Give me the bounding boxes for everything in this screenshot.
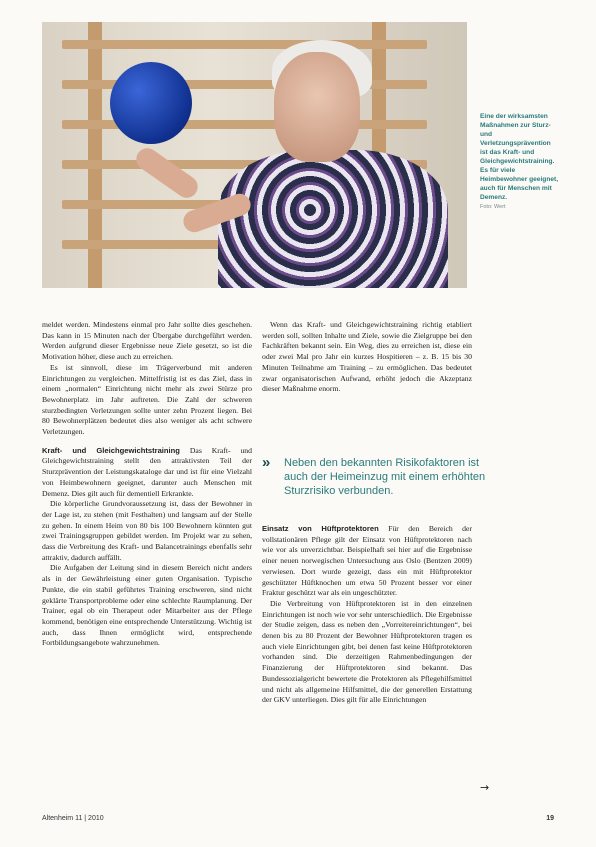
right-column-lower: [262, 524, 472, 706]
person-body: [218, 150, 448, 288]
paragraph: Die Verbreitung von Hüftprotektoren ist in den einzelnen Einrichtungen ist noch wie vor sehr unterschiedlich. Die Ergebnisse der Studie zeigen, dass es neben den „Vorreitereinrichtungen“, bei denen bis zu 80 Prozent der Bewohner Hüftprotektoren tragen es auch viele Einrichtungen gibt, bei denen fast keine Hüftprotektoren vorhanden sind. Die derzeitigen Rahmenbedingungen der Finanzierung der Hüftprotektoren sind bekannt. Das Bundessozialgericht bewertete die Protektoren als Pflegehilfsmittel und nicht als allgemeine Hilfsmittel, die der generellen Erstattung der GKV unterliegen. Dies gilt für alle Einrichtungen: [262, 598, 472, 705]
photo-credit: Foto: Wert: [480, 204, 506, 210]
exercise-ball: [110, 62, 192, 144]
paragraph: meldet werden. Mindestens einmal pro Jahr sollte dies geschehen. Das kann in 15 Minuten nach der Übergabe durchgeführt werden. Werden aufgrund dieser Ergebnisse neue Ziele gesetzt, so ist die Motivation höher, diese auch zu erreichen.: [42, 320, 252, 362]
paragraph: [262, 524, 472, 599]
paragraph: [42, 446, 252, 500]
publication-info: Altenheim 11 | 2010: [42, 815, 104, 822]
paragraph: Die Aufgaben der Leitung sind in diesem Bereich nicht anders als in der Gewährleistung einer guten Organisation. Typische Punkte, die ein stabil geführtes Training erschweren, sind nicht geklärte Transportprobleme oder eine schlechte Raumplanung. Der Trainer, egal ob ein Therapeut oder Mitarbeiter aus der Pflege kommend, benötigen eine entsprechende Unterstützung. Wichtig ist auch, dass Ihnen ermöglicht wird, entsprechende Fortbildungsangebote wahrzunehmen.: [42, 563, 252, 648]
photo-caption: [480, 112, 560, 212]
person-arm: [132, 144, 202, 202]
paragraph: Die körperliche Grundvoraussetzung ist, dass der Bewohner in der Lage ist, zu stehen (mit Festhalten) und langsam auf der Stelle zu gehen. In einem Heim von 80 bis 100 Bewohnern könnten gut zwei Trainingsgruppen gebildet werden. Im Projekt war zu sehen, dass die Verbreitung des Kraft- und Balancetrainings ebenfalls sehr attraktiv, dadurch auffällt.: [42, 499, 252, 562]
continue-arrow: →: [480, 781, 490, 794]
header-photo: [42, 22, 467, 288]
subheading: Kraft- und Gleichgewichtstraining: [42, 445, 180, 455]
quote-mark: »: [262, 454, 271, 471]
wall-bar-rung: [62, 40, 427, 49]
person-head: [274, 52, 360, 162]
paragraph: Es ist sinnvoll, diese im Trägerverbund mit anderen Einrichtungen zu vergleichen. Mittelfristig ist es das Ziel, dass in einem „normalen“ Einrichtung nicht mehr als zwei Stürze pro Bewohnerplatz im Jahr auftreten. Die Zahl der schweren sturzbedingten Verletzungen sollte unter zehn Prozent liegen. Bei 80 Bewohnerplätzen bedeutet dies also weniger als acht schwere Verletzungen.: [42, 362, 252, 437]
paragraph: Wenn das Kraft- und Gleichgewichtstraining richtig etabliert werden soll, sollten Inhalte und Ziele, sowie die Zielgruppe bei den Fachkräften bekannt sein. Ein Weg, dies zu erreichen ist, diese ein oder zwei Mal pro Jahr ein kurzes Hospitieren – z. B. 15 bis 30 Minuten Teilnahme am Training – zu ermöglichen. Das bedeutet zwar organisatorischen Aufwand, erhöht jedoch die Akzeptanz dieser Maßnahme enorm.: [262, 320, 472, 394]
paragraph-text: Für den Bereich der vollstationären Pflege gilt der Einsatz von Hüftprotektoren nach wie vor als unverzichtbar. Beispielhaft sei hier auf die Ergebnisse einer neuen norwegischen Untersuchung aus Oslo (Bentzen 2009) verwiesen. Dort wurde gezeigt, dass ein mit Hüftprotektor geschützter Hüftknochen um etwa 50 Prozent besser vor einer Fraktur geschützt war als ein ungeschützter.: [262, 524, 473, 598]
pull-quote-text: Neben den bekannten Risikofaktoren ist auch der Heimeinzug mit einem erhöhten Sturzrisiko verbunden.: [284, 457, 486, 497]
subheading: Einsatz von Hüftprotektoren: [262, 524, 379, 533]
caption-text: Eine der wirksamsten Maßnahmen zur Sturz- und Verletzungsprävention ist das Kraft- und Gleichgewichtstraining. Es für viele Heimbewohner geeignet, auch für Menschen mit Demenz.: [480, 113, 559, 201]
pull-quote: [262, 456, 502, 498]
right-column: [262, 320, 472, 395]
page-number: 19: [546, 815, 554, 822]
left-column: [42, 320, 252, 649]
paragraph-text: Das Kraft- und Gleichgewichtstraining stellt den attraktivsten Teil der Sturzprävention der Leistungskataloge dar und ist für eine Vielzahl von Heimbewohnern geeignet, darunter auch Menschen mit Demenz. Dies gilt auch für dementiell Erkrankte.: [42, 445, 252, 498]
